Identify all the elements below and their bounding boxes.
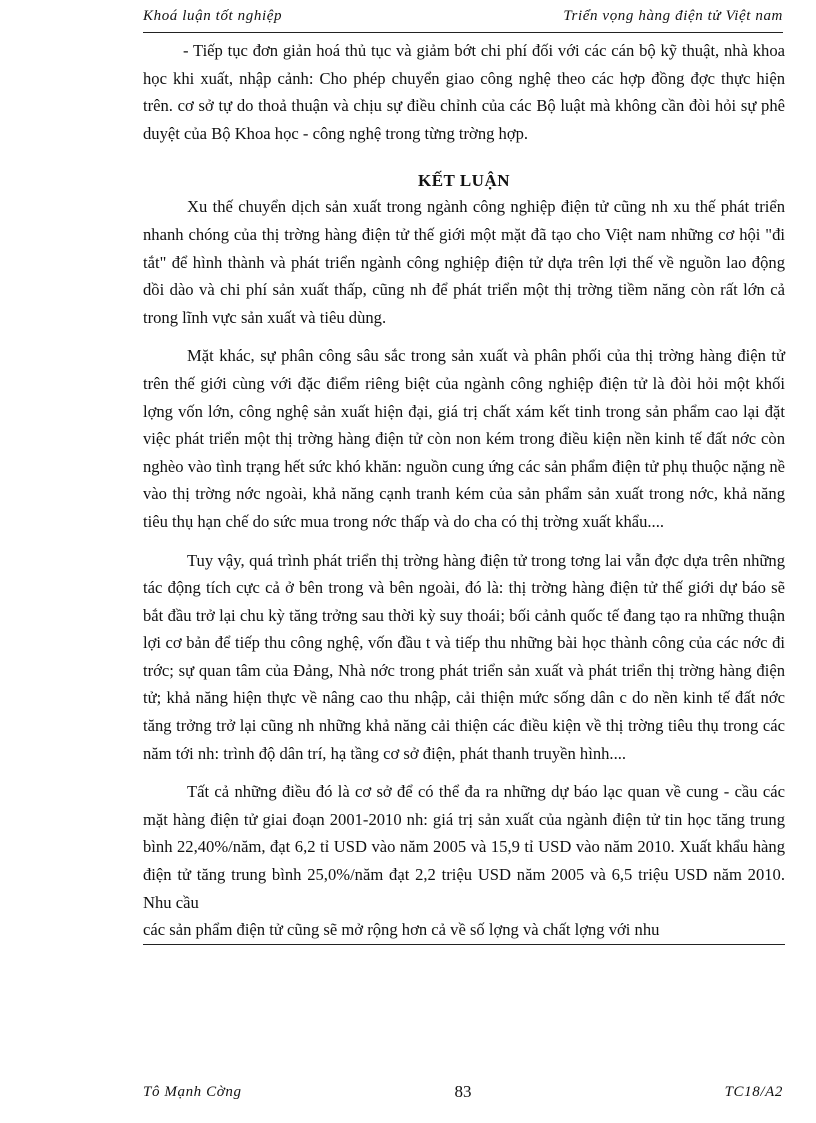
page-footer bbox=[143, 1084, 783, 1110]
paragraph-positive-factors: Tuy vậy, quá trình phát triển thị trờng hàng điện tử trong tơng lai vẫn đợc dựa trên những tác động tích cực cả ở bên trong và bên ngoài, đó là: thị trờng hàng điện tử thế giới dự báo sẽ bắt đầu trở lại chu kỳ tăng trởng sau thời kỳ suy thoái; bối cảnh quốc tế đang tạo ra những thuận lợi cơ bản để tiếp thu công nghệ, vốn đầu t và tiếp thu những bài học thành công của các nớc đi trớc; sự quan tâm của Đảng, Nhà nớc trong phát triển sản xuất và phát triển thị trờng hàng điện tử; khả năng hiện thực về nâng cao thu nhập, cải thiện mức sống dân c do nền kinh tế đất nớc tăng trởng trở lại cũng nh những khả năng cải thiện các điều kiện về thị trờng tiêu thụ trong các năm tới nh: trình độ dân trí, hạ tầng cơ sở điện, phát thanh truyền hình.... bbox=[143, 550, 785, 763]
paragraph-difficulties: Mặt khác, sự phân công sâu sắc trong sản xuất và phân phối của thị trờng hàng điện tử trên thế giới cùng với đặc điểm riêng biệt của ngành công nghiệp điện tử là đòi hỏi một khối lợng vốn lớn, công nghệ sản xuất hiện đại, giá trị chất xám kết tinh trong sản phẩm cao lại đặt việc phát triển một thị trờng hàng điện tử còn non kém trong điều kiện nền kinh tế đất nớc còn nghèo vào tình trạng hết sức khó khăn: nguồn cung ứng các sản phẩm điện tử phụ thuộc nặng nề vào thị trờng nớc ngoài, khả năng cạnh tranh kém của sản phẩm sản xuất trong nớc, khả năng tiêu thụ hạn chế do sức mua trong nớc thấp và do cha có thị trờng xuất khẩu.... bbox=[143, 346, 785, 531]
paragraph-forecast-last-line: các sản phẩm điện tử cũng sẽ mở rộng hơn cả về số lợng và chất lợng với nhu bbox=[143, 916, 785, 945]
page-number: 83 bbox=[454, 1082, 472, 1101]
paragraph-trend: Xu thế chuyển dịch sản xuất trong ngành công nghiệp điện tử cũng nh xu thế phát triển nhanh chóng của thị trờng hàng điện tử thế giới một mặt đã tạo cho Việt nam những cơ hội "đi tắt" để hình thành và phát triển ngành công nghiệp điện tử dựa trên lợi thế về nguồn lao động dồi dào và chi phí sản xuất thấp, cũng nh để phát triển một thị trờng tiềm năng còn rất lớn cả trong lĩnh vực sản xuất và tiêu dùng. bbox=[143, 197, 785, 327]
footer-author: Tô Mạnh Cờng bbox=[143, 1084, 242, 1100]
paragraph-tech-transfer: - Tiếp tục đơn giản hoá thủ tục và giảm bớt chi phí đối với các cán bộ kỹ thuật, nhà khoa học khi xuất, nhập cảnh: Cho phép chuyển giao công nghệ theo các hợp đồng đợc thực hiện trên. cơ sở tự do thoả thuận và chịu sự điều chỉnh của các Bộ luật mà không cần đòi hỏi sự phê duyệt của Bộ Khoa học - công nghệ trong từng trờng hợp. bbox=[143, 41, 785, 143]
paragraph-forecast: Tất cả những điều đó là cơ sở để có thể đa ra những dự báo lạc quan về cung - cầu các mặt hàng điện tử giai đoạn 2001-2010 nh: giá trị sản xuất của ngành điện tử tin học tăng trung bình 22,40%/năm, đạt 6,2 tỉ USD vào năm 2005 và 15,9 tỉ USD vào năm 2010. Xuất khẩu hàng điện tử tăng trung bình 25,0%/năm đạt 2,2 triệu USD năm 2005 và 6,5 triệu USD năm 2010. Nhu cầu bbox=[143, 782, 785, 912]
section-heading: KẾT LUẬN bbox=[417, 171, 510, 191]
header-thesis-label: Khoá luận tốt nghiệp bbox=[143, 8, 283, 24]
header-topic-label: Triển vọng hàng điện tử Việt nam bbox=[563, 8, 783, 24]
page-body bbox=[143, 37, 785, 945]
footer-class-code: TC18/A2 bbox=[724, 1084, 783, 1100]
page-header bbox=[143, 6, 783, 33]
